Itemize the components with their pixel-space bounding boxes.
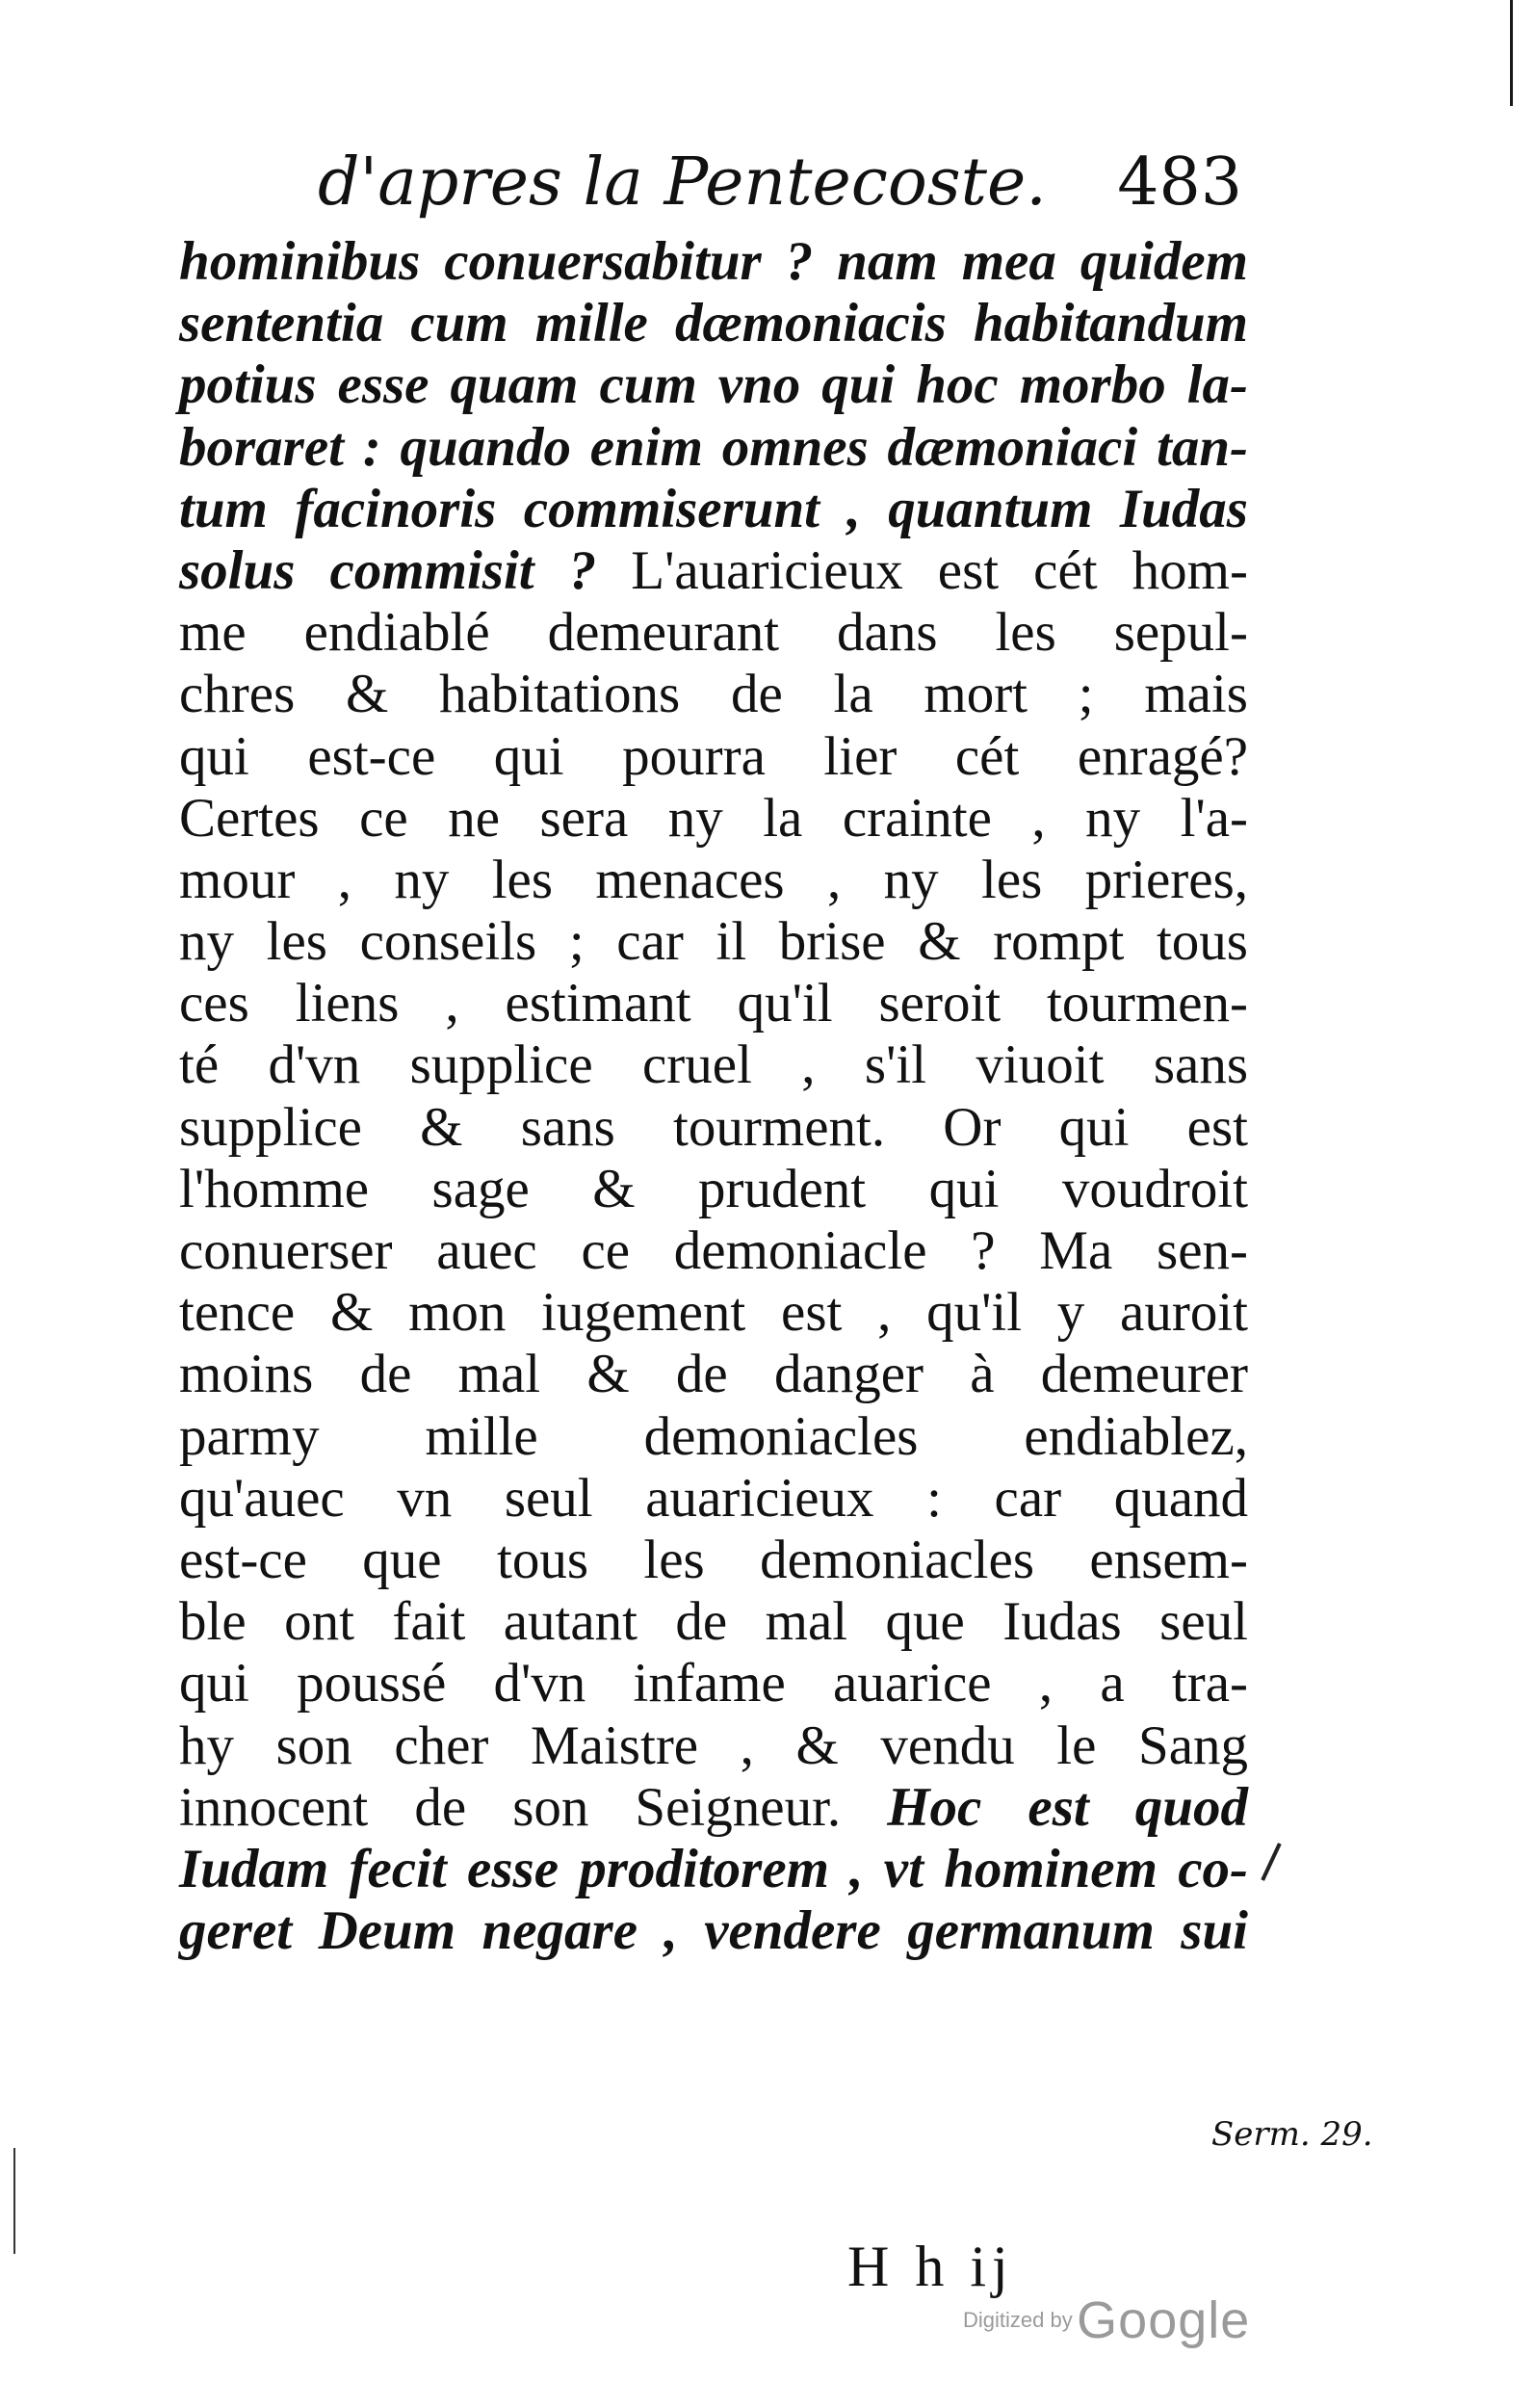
page-edge-mark [1510,0,1513,106]
page-number: 483 [1117,144,1242,221]
text-line: ny les conseils ; car il brise & rompt tous [179,911,1248,973]
text-line: qui poussé d'vn infame auarice , a tra- [179,1653,1248,1714]
latin-fragment: Hoc est quod [887,1776,1248,1838]
text-line: Certes ce ne sera ny la crainte , ny l'a- [179,787,1248,849]
text-line: qu'auec vn seul auaricieux : car quand [179,1467,1248,1529]
page-edge-mark-left [13,2148,15,2254]
latin-fragment: solus commisit ? [179,539,597,601]
french-fragment: L'auaricieux est cét hom- [631,539,1248,601]
text-line: me endiablé demeurant dans les sepul- [179,602,1248,664]
text-line: ces liens , estimant qu'il seroit tourmen- [179,973,1248,1034]
french-fragment: innocent de son Seigneur. [179,1776,842,1838]
text-line: Iudam fecit esse proditorem , vt hominem co- [179,1838,1248,1899]
text-line: chres & habitations de la mort ; mais [179,664,1248,725]
text-line: potius esse quam cum vno qui hoc morbo la- [179,354,1248,416]
text-line: hominibus conuersabitur ? nam mea quidem [179,231,1248,292]
watermark-prefix: Digitized by [963,2308,1073,2332]
text-line: supplice & sans tourment. Or qui est [179,1096,1248,1158]
digitization-watermark [963,2290,1250,2350]
text-line [179,540,1248,602]
text-line: tence & mon iugement est , qu'il y auroit [179,1282,1248,1344]
text-line: tum facinoris commiserunt , quantum Iudas [179,478,1248,539]
text-line: est-ce que tous les demoniacles ensem- [179,1529,1248,1590]
text-line: l'homme sage & prudent qui voudroit [179,1158,1248,1219]
text-line: qui est-ce qui pourra lier cét enragé? [179,725,1248,787]
text-line: té d'vn supplice cruel , s'il viuoit sans [179,1034,1248,1096]
text-line: hy son cher Maistre , & vendu le Sang [179,1714,1248,1776]
text-line [179,1777,1248,1839]
text-line: moins de mal & de danger à demeurer [179,1344,1248,1405]
text-line: sententia cum mille dæmoniacis habitandum [179,293,1248,354]
watermark-brand: Google [1077,2291,1251,2349]
margin-note: Serm. 29. [1211,2115,1373,2154]
text-line: parmy mille demoniacles endiablez, [179,1405,1248,1467]
text-line: geret Deum negare , vendere germanum sui [179,1900,1248,1962]
signature-mark: H h ij [847,2235,1014,2298]
text-line: conuerser auec ce demoniacle ? Ma sen- [179,1220,1248,1281]
text-line: ble ont fait autant de mal que Iudas seul [179,1591,1248,1653]
body-text [179,231,1248,1962]
running-title: d'apres la Pentecoste. [318,144,1047,221]
text-line: boraret : quando enim omnes dæmoniaci tan- [179,416,1248,478]
text-line: mour , ny les menaces , ny les prieres, [179,849,1248,910]
ink-stroke-mark [1261,1843,1281,1881]
